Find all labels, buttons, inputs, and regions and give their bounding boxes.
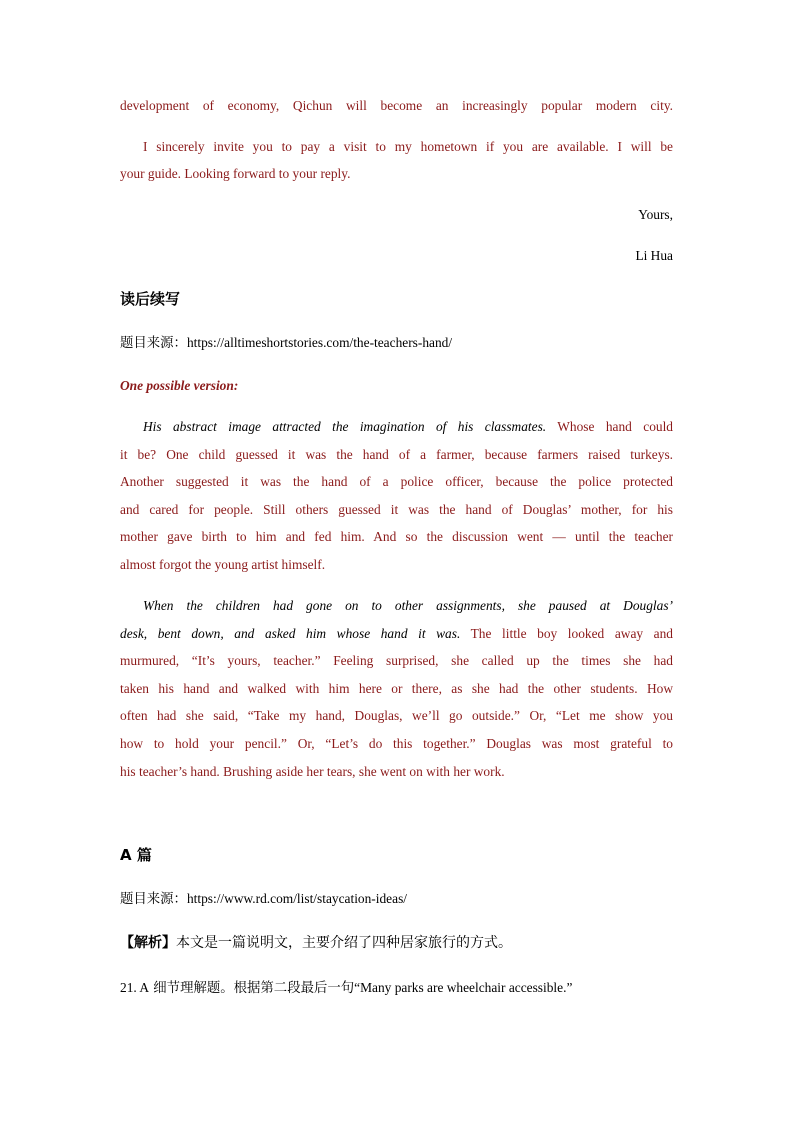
letter-signature: Li Hua — [635, 248, 673, 263]
source-url[interactable]: https://www.rd.com/list/staycation-ideas/ — [186, 891, 407, 906]
question-quote: “Many parks are wheelchair accessible.” — [354, 980, 573, 995]
story-line: it be? One child guessed it was the hand of a farmer, because farmers raised turkeys. — [120, 447, 673, 462]
story-line: how to hold your pencil.” Or, “Let’s do this together.” Douglas was most grateful to — [120, 736, 673, 751]
source-label: 题目来源： — [120, 892, 187, 907]
source-url[interactable]: https://alltimeshortstories.com/the-teachers-hand/ — [186, 335, 453, 350]
story-line: and cared for people. Still others guessed it was the hand of Douglas’ mother, for his — [120, 502, 673, 517]
source-line — [120, 334, 673, 353]
story-line: murmured, “It’s yours, teacher.” Feeling surprised, she called up the times she had — [120, 653, 673, 668]
analysis-text: 本文是一篇说明文，主要介绍了四种居家旅行的方式。 — [176, 935, 512, 951]
story-line: mother gave birth to him and fed him. And so the discussion went — until the teacher — [120, 529, 673, 544]
story-line — [120, 625, 673, 643]
letter-line: development of economy, Qichun will become an increasingly popular modern city. — [120, 98, 673, 113]
story-text: Whose hand could — [546, 419, 673, 434]
letter-paragraph-line: I sincerely invite you to pay a visit to my hometown if you are available. I will be — [143, 139, 673, 154]
story-line: taken his hand and walked with him here or there, as she had the other students. How — [120, 681, 673, 696]
letter-paragraph-line: your guide. Looking forward to your reply. — [120, 166, 351, 181]
analysis-line — [120, 934, 673, 952]
section-heading: A 篇 — [120, 846, 152, 864]
version-label: One possible version: — [120, 378, 239, 393]
story-line: his teacher’s hand. Brushing aside her tears, she went on with her work. — [120, 764, 505, 779]
question-text: 细节理解题。根据第二段最后一句 — [149, 981, 355, 996]
question-number: 21. A — [120, 980, 150, 995]
analysis-label: 【解析】 — [120, 935, 176, 951]
letter-closing: Yours, — [638, 207, 673, 222]
question-line — [120, 979, 673, 998]
section-heading: 读后续写 — [120, 290, 181, 308]
story-given-sentence: desk, bent down, and asked him whose hand it was. — [120, 626, 461, 641]
source-line — [120, 890, 673, 909]
story-given-sentence: When the children had gone on to other assignments, she paused at Douglas’ — [143, 598, 673, 613]
story-line: almost forgot the young artist himself. — [120, 557, 326, 572]
story-line: Another suggested it was the hand of a police officer, because the police protected — [120, 474, 673, 489]
story-given-sentence: His abstract image attracted the imagination of his classmates. — [143, 419, 547, 434]
source-label: 题目来源： — [120, 336, 187, 351]
story-line — [143, 418, 673, 436]
story-line: often had she said, “Take my hand, Douglas, we’ll go outside.” Or, “Let me show you — [120, 708, 673, 723]
story-text: The little boy looked away and — [460, 626, 673, 641]
